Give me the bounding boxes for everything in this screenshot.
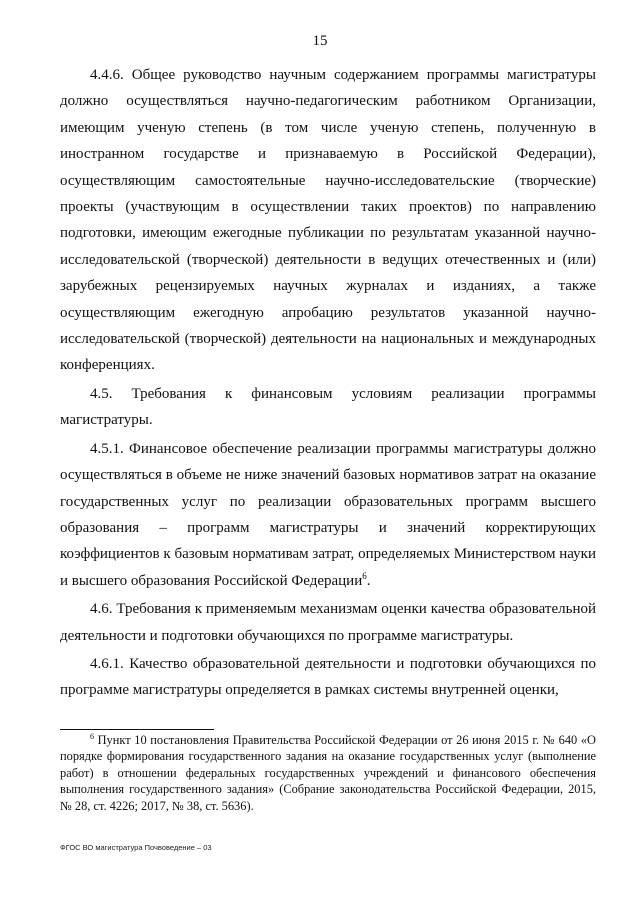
paragraph-4-5-1-text: 4.5.1. Финансовое обеспечение реализации программы магистратуры должно осуществляться в объеме не ниже значений базовых нормативов затрат на оказание государственных услуг по реализации образовательных программ высшего образования – программ магистратуры и значений корректирующих коэффициентов к базовым нормативам затрат, определяемых Министерством науки и высшего образования Российской Федерации [60,440,596,589]
body-text [60,62,596,704]
paragraph-4-6: 4.6. Требования к применяемым механизмам оценки качества образовательной деятельности и подготовки обучающихся по программе магистратуры. [60,601,596,644]
paragraph-4-5: 4.5. Требования к финансовым условиям реализации программы магистратуры. [60,385,596,429]
page-number: 15 [312,33,328,49]
paragraph-4-6-1: 4.6.1. Качество образовательной деятельности и подготовки обучающихся по программе магистратуры определяется в рамках системы внутренней оценки, [60,655,596,699]
page-footer: ФГОС ВО магистратура Почвоведение – 03 [60,843,212,852]
footnote-marker: 6 [90,731,94,741]
paragraph-4-5-1-end: . [366,572,371,589]
paragraph-4-5-1 [60,436,596,594]
footnote-text: Пункт 10 постановления Правительства Российской Федерации от 26 июня 2015 г. № 640 «О порядке формирования государственного задания на оказание государственных услуг (выполнение работ) в отношении федеральных государственных учреждений и финансового обеспечения выполнения государственного задания» (Собрание законодательства Российской Федерации, 2015, № 28, ст. 4226; 2017, № 38, ст. 5636). [60,733,596,813]
footnote [60,732,596,814]
footnote-separator [60,729,214,730]
footnote-reference: 6 [362,570,367,581]
paragraph-4-4-6: 4.4.6. Общее руководство научным содержанием программы магистратуры должно осуществляться научно-педагогическим работником Организации, имеющим ученую степень (в том числе ученую степень, полученную в иностранном государстве и признаваемую в Российской Федерации), осуществляющим самостоятельные научно-исследовательские (творческие) проекты (участвующим в осуществлении таких проектов) по направлению подготовки, имеющим ежегодные публикации по результатам указанной научно-исследовательской (творческой) деятельности в ведущих отечественных и (или) зарубежных рецензируемых научных журналах и изданиях, а также осуществляющим ежегодную апробацию результатов указанной научно-исследовательской (творческой) деятельности на национальных и международных конференциях. [60,67,596,374]
